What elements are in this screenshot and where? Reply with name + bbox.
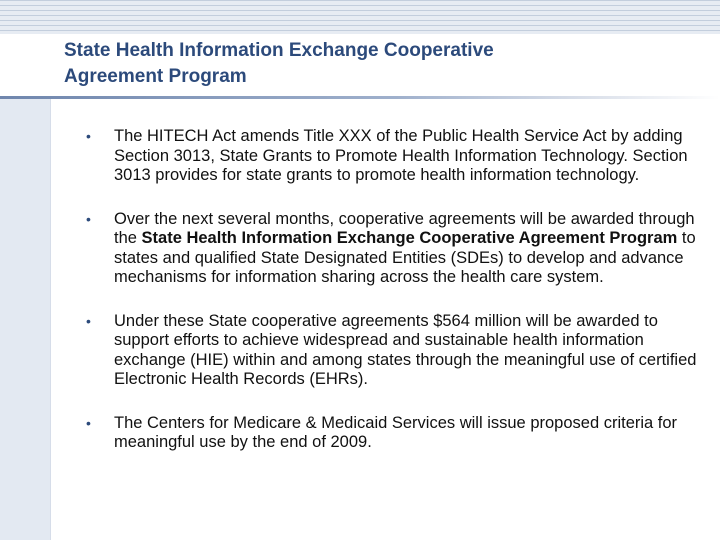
slide-title <box>64 38 704 90</box>
bullet-text-part-1: Over the next several months, cooperative agreements will be awarded through the <box>114 209 695 247</box>
title-block <box>0 34 720 98</box>
left-side-band <box>0 99 51 540</box>
bullet-icon: • <box>86 414 91 431</box>
bullet-text: Under these State cooperative agreements $564 million will be awarded to support efforts to achieve widespread and sustainable health information exchange (HIE) within and among states through the meaningful use of certified Electronic Health Records (EHRs). <box>114 311 697 388</box>
slide-title-line-1: State Health Information Exchange Cooperative <box>64 40 494 61</box>
bullet-text: The Centers for Medicare & Medicaid Services will issue proposed criteria for meaningful use by the end of 2009. <box>114 413 678 451</box>
header-stripes <box>0 0 720 34</box>
bullet-item-2 <box>86 210 712 288</box>
bullet-text-part-2: to states and qualified State Designated Entities (SDEs) to develop and advance mechanisms for information sharing across the health care system. <box>114 229 696 286</box>
bullet-item-3 <box>86 312 712 390</box>
bullet-text-program-name: State Health Information Exchange Cooperative Agreement Program <box>141 229 678 247</box>
bullet-item-4 <box>86 414 712 453</box>
bullet-icon: • <box>86 128 91 144</box>
bullet-icon: • <box>86 312 91 329</box>
bullet-item-1 <box>86 127 712 186</box>
slide-title-line-2: Agreement Program <box>64 66 247 87</box>
bullet-list <box>86 127 712 453</box>
slide-content <box>86 127 712 477</box>
bullet-text: The HITECH Act amends Title XXX of the Public Health Service Act by adding Section 3013, State Grants to Promote Health Information Technology. Section 3013 provides for state grants to promote health information technology. <box>114 127 688 184</box>
title-divider <box>0 96 720 99</box>
bullet-icon: • <box>86 210 91 227</box>
